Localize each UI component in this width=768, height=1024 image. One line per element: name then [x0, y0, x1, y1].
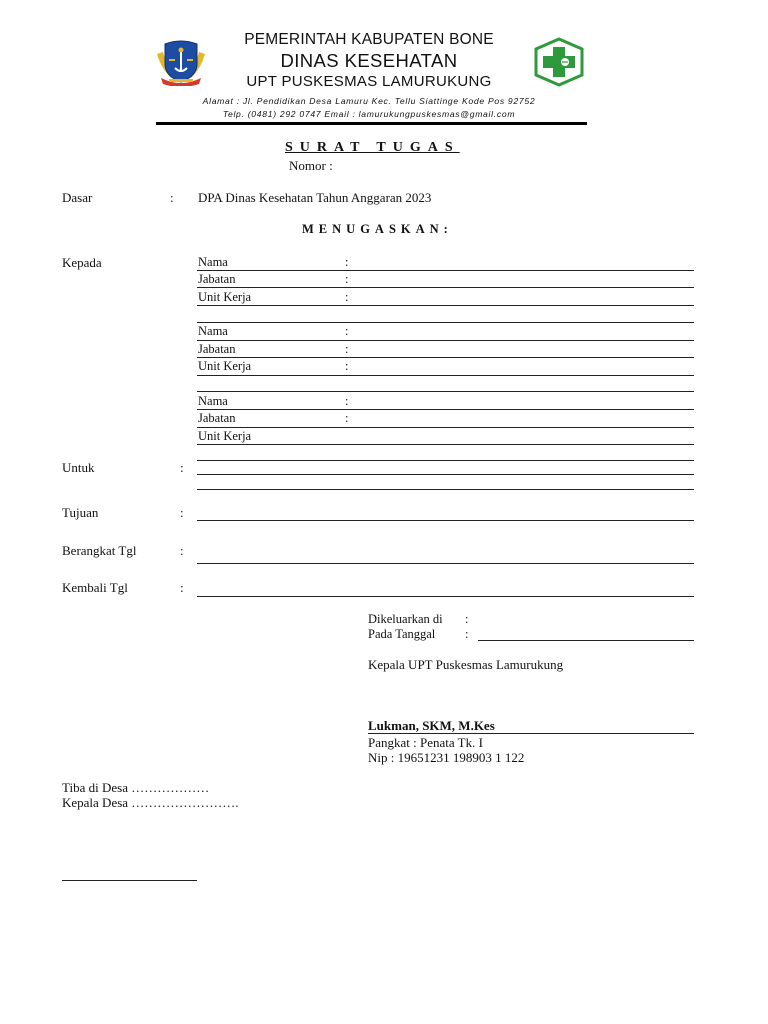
header-contact: Telp. (0481) 292 0747 Email : lamurukungpuskesmas@gmail.com — [222, 109, 516, 119]
document-title: SURAT TUGAS — [285, 140, 460, 155]
header-unit: UPT PUSKESMAS LAMURUKUNG — [246, 73, 492, 90]
header-address: Alamat : Jl. Pendidikan Desa Lamuru Kec. Tellu Siattinge Kode Pos 92752 — [202, 96, 536, 106]
berangkat-field[interactable] — [197, 563, 694, 564]
nama-field[interactable] — [197, 409, 694, 410]
unit-kerja-field[interactable] — [197, 375, 694, 376]
nama-label: Nama — [198, 394, 228, 408]
tujuan-label: Tujuan — [62, 505, 99, 520]
nama-label: Nama — [198, 324, 228, 338]
jabatan-field[interactable] — [197, 357, 694, 358]
green-cross-health-icon — [530, 37, 588, 87]
signer-rank: Pangkat : Penata Tk. I — [368, 735, 483, 750]
dikeluarkan-colon: : — [465, 612, 469, 626]
untuk-field-line-1[interactable] — [197, 460, 694, 461]
extra-field-line[interactable] — [197, 322, 694, 323]
dasar-value: DPA Dinas Kesehatan Tahun Anggaran 2023 — [198, 190, 432, 205]
field-colon: : — [345, 255, 349, 269]
signer-nip: Nip : 19651231 198903 1 122 — [368, 750, 525, 765]
kembali-field[interactable] — [197, 596, 694, 597]
field-colon: : — [345, 342, 349, 356]
unit-kerja-field[interactable] — [197, 444, 694, 445]
field-colon: : — [345, 394, 349, 408]
tiba-di-desa: Tiba di Desa ……………… — [62, 780, 210, 795]
pada-tanggal-colon: : — [465, 627, 469, 641]
kembali-colon: : — [180, 580, 184, 595]
unit-kerja-field[interactable] — [197, 305, 694, 306]
berangkat-label: Berangkat Tgl — [62, 543, 137, 558]
nomor-label: Nomor : — [289, 158, 333, 173]
jabatan-label: Jabatan — [198, 411, 236, 425]
jabatan-field[interactable] — [197, 287, 694, 288]
header-agency: DINAS KESEHATAN — [280, 50, 458, 71]
village-signature-line[interactable] — [62, 880, 197, 881]
header-rule-thick — [156, 122, 587, 125]
kepala-desa: Kepala Desa ……………………. — [62, 795, 239, 810]
nama-field[interactable] — [197, 340, 694, 341]
dikeluarkan-label: Dikeluarkan di — [368, 612, 443, 626]
pada-tanggal-label: Pada Tanggal — [368, 627, 436, 641]
signer-position: Kepala UPT Puskesmas Lamurukung — [368, 657, 564, 672]
untuk-field-line-2[interactable] — [197, 474, 694, 475]
unit-kerja-label: Unit Kerja — [198, 359, 252, 373]
header-government: PEMERINTAH KABUPATEN BONE — [244, 31, 494, 48]
jabatan-label: Jabatan — [198, 342, 236, 356]
field-colon: : — [345, 324, 349, 338]
field-colon: : — [345, 272, 349, 286]
berangkat-colon: : — [180, 543, 184, 558]
kembali-label: Kembali Tgl — [62, 580, 128, 595]
pada-tanggal-field[interactable] — [478, 640, 694, 641]
field-colon: : — [345, 359, 349, 373]
menugaskan-heading: MENUGASKAN: — [302, 222, 453, 236]
untuk-field-line-3[interactable] — [197, 489, 694, 490]
untuk-colon: : — [180, 460, 184, 475]
unit-kerja-label: Unit Kerja — [198, 290, 252, 304]
unit-kerja-label: Unit Kerja — [198, 429, 252, 443]
field-colon: : — [345, 411, 349, 425]
nama-label: Nama — [198, 255, 228, 269]
extra-field-line[interactable] — [197, 391, 694, 392]
regency-emblem-icon — [155, 38, 207, 86]
nama-field[interactable] — [197, 270, 694, 271]
kepada-label: Kepada — [62, 255, 102, 270]
jabatan-field[interactable] — [197, 427, 694, 428]
tujuan-colon: : — [180, 505, 184, 520]
signer-name: Lukman, SKM, M.Kes — [368, 718, 495, 733]
jabatan-label: Jabatan — [198, 272, 236, 286]
untuk-label: Untuk — [62, 460, 95, 475]
tujuan-field[interactable] — [197, 520, 694, 521]
dasar-colon: : — [170, 190, 174, 205]
dasar-label: Dasar — [62, 190, 93, 205]
signature-rule — [368, 733, 694, 734]
field-colon: : — [345, 290, 349, 304]
